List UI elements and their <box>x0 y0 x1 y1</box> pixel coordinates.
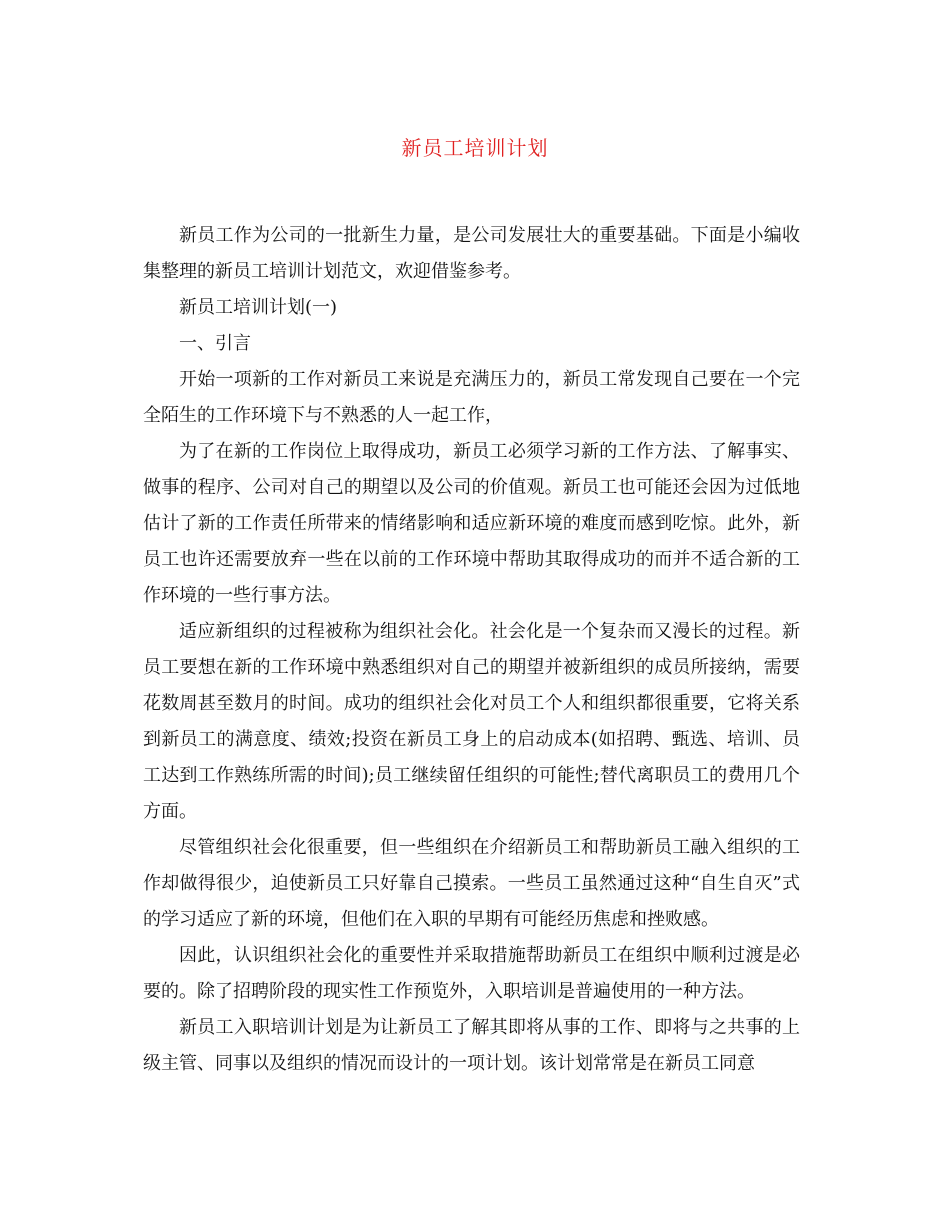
document-title: 新员工培训计划 <box>401 136 549 160</box>
paragraph: 尽管组织社会化很重要，但一些组织在介绍新员工和帮助新员工融入组织的工作却做得很少，迫使新员工只好靠自己摸索。一些员工虽然通过这种“自生自灭”式的学习适应了新的环境，但他们在入职的早期有可能经历焦虑和挫败感。 <box>143 837 800 930</box>
document-body <box>143 218 800 1082</box>
paragraph-intro: 新员工作为公司的一批新生力量，是公司发展壮大的重要基础。下面是小编收集整理的新员工培训计划范文，欢迎借鉴参考。 <box>143 225 800 282</box>
section-heading-introduction: 一、引言 <box>179 333 251 354</box>
section-heading-plan-1: 新员工培训计划(一) <box>179 297 338 318</box>
paragraph: 新员工入职培训计划是为让新员工了解其即将从事的工作、即将与之共事的上级主管、同事以及组织的情况而设计的一项计划。该计划常常是在新员工同意 <box>143 1017 800 1074</box>
paragraph: 适应新组织的过程被称为组织社会化。社会化是一个复杂而又漫长的过程。新员工要想在新的工作环境中熟悉组织对自己的期望并被新组织的成员所接纳，需要花数周甚至数月的时间。成功的组织社会化对员工个人和组织都很重要，它将关系到新员工的满意度、绩效;投资在新员工身上的启动成本(如招聘、甄选、培训、员工达到工作熟练所需的时间);员工继续留任组织的可能性;替代离职员工的费用几个方面。 <box>143 621 800 822</box>
paragraph: 开始一项新的工作对新员工来说是充满压力的，新员工常发现自己要在一个完全陌生的工作环境下与不熟悉的人一起工作， <box>143 369 800 426</box>
paragraph: 因此，认识组织社会化的重要性并采取措施帮助新员工在组织中顺利过渡是必要的。除了招聘阶段的现实性工作预览外，入职培训是普遍使用的一种方法。 <box>143 945 800 1002</box>
paragraph: 为了在新的工作岗位上取得成功，新员工必须学习新的工作方法、了解事实、做事的程序、公司对自己的期望以及公司的价值观。新员工也可能还会因为过低地估计了新的工作责任所带来的情绪影响和适应新环境的难度而感到吃惊。此外，新员工也许还需要放弃一些在以前的工作环境中帮助其取得成功的而并不适合新的工作环境的一些行事方法。 <box>143 441 800 606</box>
